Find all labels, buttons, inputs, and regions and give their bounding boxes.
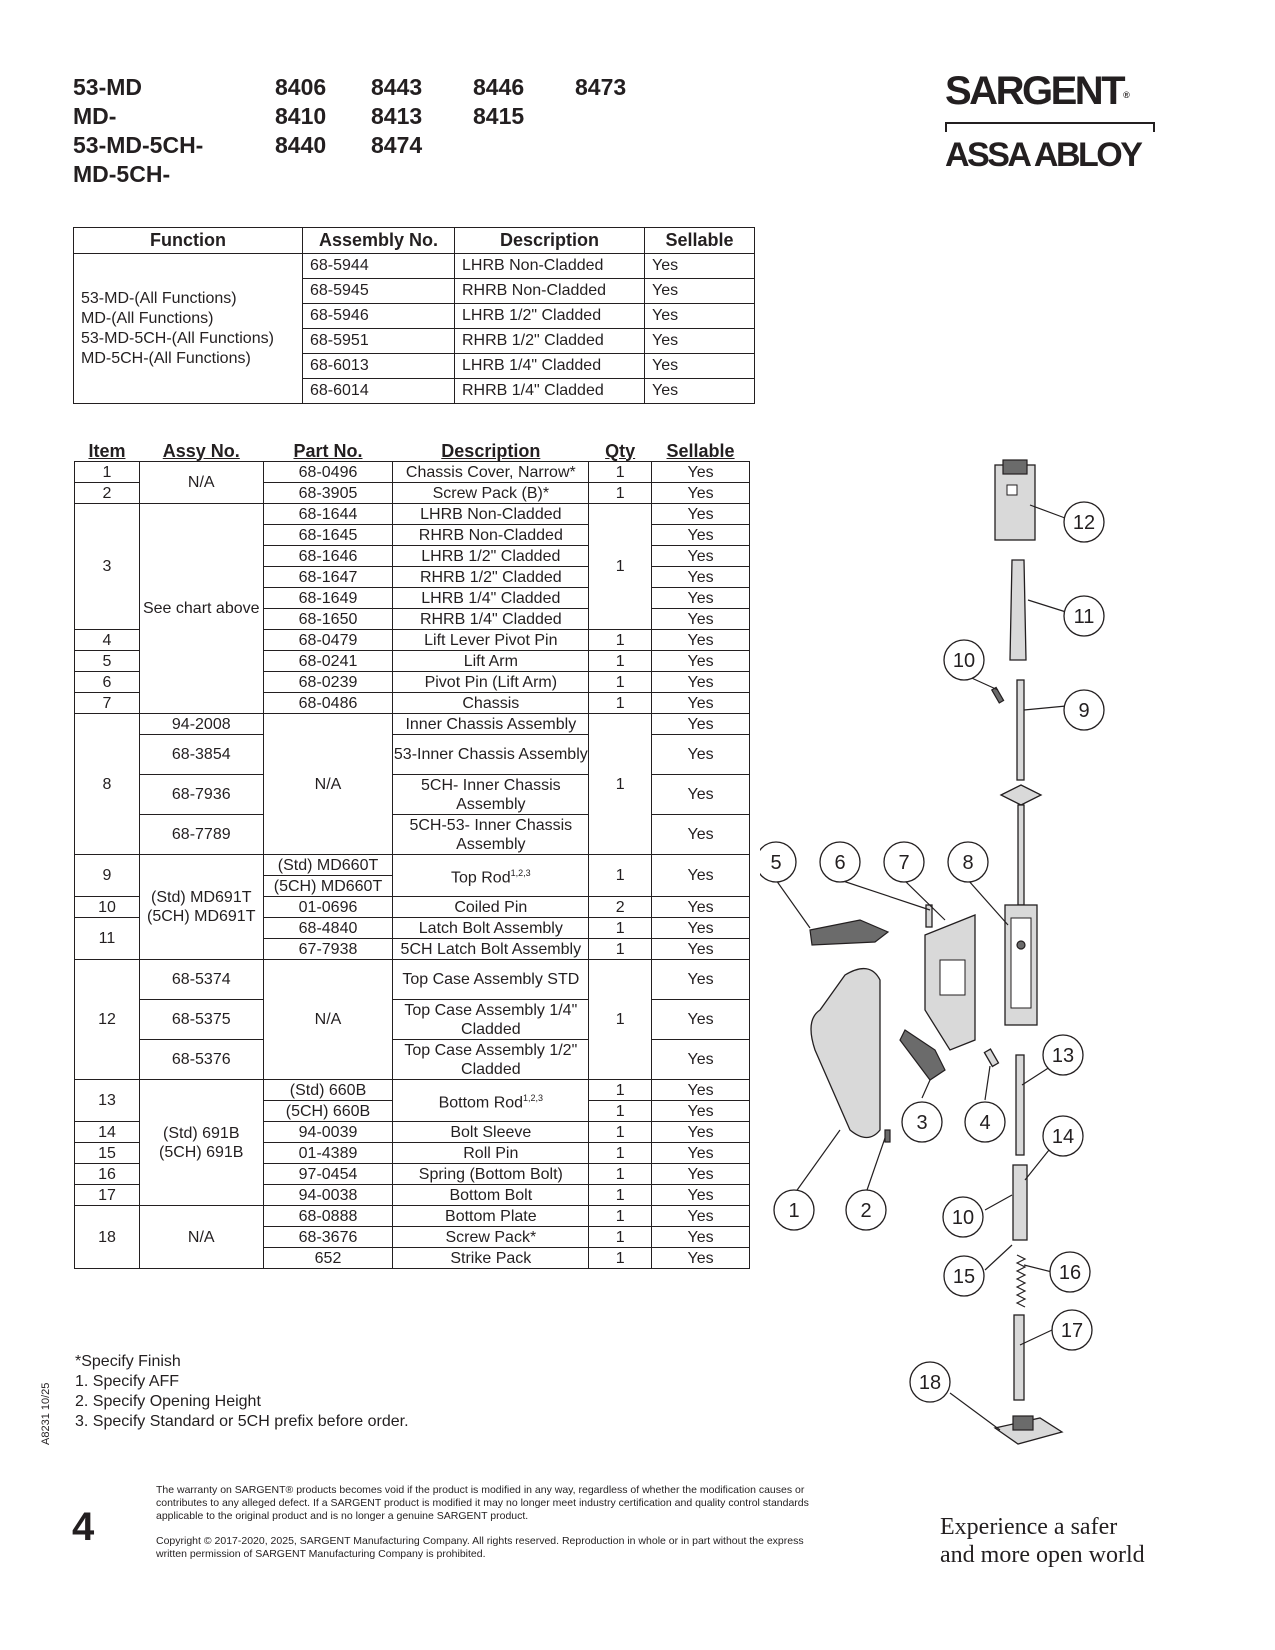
lift-lever-pivot-pin-part	[984, 1049, 998, 1066]
description-cell: RHRB 1/4" Cladded	[455, 379, 645, 404]
sellable-cell: Yes	[645, 279, 755, 304]
item-cell: 18	[75, 1206, 140, 1269]
description-cell: Screw Pack*	[393, 1227, 589, 1248]
col-header-assy-no: Assy No.	[139, 441, 263, 462]
item-cell: 3	[75, 504, 140, 630]
part-no-cell: N/A	[263, 960, 393, 1080]
description-cell: Roll Pin	[393, 1143, 589, 1164]
sellable-cell: Yes	[652, 735, 750, 775]
assy-cell: 68-5376	[139, 1040, 263, 1080]
sellable-cell: Yes	[652, 714, 750, 735]
callout-15	[944, 1256, 984, 1296]
assy-cell: N/A	[139, 1206, 263, 1269]
qty-cell: 1	[589, 651, 652, 672]
item-cell: 2	[75, 483, 140, 504]
description-cell: RHRB Non-Cladded	[455, 279, 645, 304]
sellable-cell: Yes	[652, 567, 750, 588]
parts-table	[74, 441, 750, 1269]
part-no-cell: 01-4389	[263, 1143, 393, 1164]
sellable-cell: Yes	[652, 1080, 750, 1101]
table-row	[75, 504, 750, 525]
sellable-cell: Yes	[652, 1248, 750, 1269]
part-no-cell: 68-1645	[263, 525, 393, 546]
warranty-text: The warranty on SARGENT® products becomes void if the product is modified in any way, regardless of whether the modification causes or contributes to any alleged defect. If a SARGENT product is modified it may no longer meet industry certification and quality control standards applicable to the original product and is no longer a genuine SARGENT product.	[156, 1484, 809, 1522]
assembly-no-cell: 68-5946	[303, 304, 455, 329]
callout-14	[1043, 1116, 1083, 1156]
callout-label: 10	[952, 650, 976, 672]
table-row	[75, 714, 750, 735]
part-no-cell: 67-7938	[263, 939, 393, 960]
assy-line: (5CH) 691B	[159, 1143, 244, 1161]
sellable-cell: Yes	[652, 525, 750, 546]
callout-label: 8	[962, 852, 974, 874]
bottom-plate-part	[995, 1416, 1062, 1444]
callout-label: 1	[788, 1200, 800, 1222]
assy-line: (5CH) MD691T	[147, 908, 256, 925]
callout-label: 7	[898, 852, 910, 874]
sellable-cell: Yes	[652, 651, 750, 672]
description-cell: RHRB 1/2" Cladded	[455, 329, 645, 354]
description-cell: LHRB 1/2" Cladded	[393, 546, 589, 567]
part-no-cell: 68-1650	[263, 609, 393, 630]
description-cell: Lift Lever Pivot Pin	[393, 630, 589, 651]
bottom-bolt-part	[1014, 1315, 1024, 1400]
tagline	[940, 1513, 1145, 1569]
description-cell: LHRB Non-Cladded	[455, 254, 645, 279]
description-cell: RHRB Non-Cladded	[393, 525, 589, 546]
table-row	[74, 254, 755, 279]
sellable-cell: Yes	[652, 1164, 750, 1185]
callout-label: 10	[951, 1207, 975, 1229]
part-no-cell: 68-0888	[263, 1206, 393, 1227]
model-number: 8415	[473, 103, 525, 129]
part-no-cell: 68-0479	[263, 630, 393, 651]
callout-label: 15	[952, 1266, 976, 1288]
assy-cell: 94-2008	[139, 714, 263, 735]
brand-text: SARGENT	[945, 69, 1124, 113]
qty-cell: 1	[589, 1248, 652, 1269]
qty-cell: 1	[589, 1122, 652, 1143]
model-row	[73, 160, 671, 189]
table-row	[75, 960, 750, 1000]
callout-4	[965, 1102, 1005, 1142]
model-prefix: 53-MD	[73, 74, 143, 100]
description-cell: LHRB 1/2" Cladded	[455, 304, 645, 329]
part-no-cell: 94-0038	[263, 1185, 393, 1206]
callout-label: 13	[1051, 1045, 1075, 1067]
assy-cell	[139, 1080, 263, 1206]
col-header-sellable: Sellable	[652, 441, 750, 462]
callout-8	[948, 842, 988, 882]
callout-label: 3	[916, 1112, 928, 1134]
chassis-cover-part	[811, 969, 880, 1138]
sellable-cell: Yes	[645, 354, 755, 379]
item-cell: 4	[75, 630, 140, 651]
screw-part	[885, 1130, 890, 1142]
part-no-cell: 68-0496	[263, 462, 393, 483]
description-cell	[393, 1080, 589, 1122]
table-row	[75, 855, 750, 876]
col-header-description: Description	[393, 441, 589, 462]
col-header-part-no: Part No.	[263, 441, 393, 462]
item-cell: 15	[75, 1143, 140, 1164]
sellable-cell: Yes	[652, 588, 750, 609]
description-cell: LHRB 1/4" Cladded	[393, 588, 589, 609]
table-row	[75, 1080, 750, 1101]
item-cell: 9	[75, 855, 140, 897]
callout-label: 5	[770, 852, 782, 874]
pivot-pin-part	[926, 905, 932, 927]
part-no-cell: 68-3905	[263, 483, 393, 504]
description-cell: Bolt Sleeve	[393, 1122, 589, 1143]
assy-cell: N/A	[139, 462, 263, 504]
qty-cell: 1	[589, 918, 652, 939]
assy-cell: 68-5375	[139, 1000, 263, 1040]
model-number: 8474	[371, 132, 423, 158]
description-cell: 5CH-53- Inner Chassis Assembly	[393, 815, 589, 855]
item-cell: 8	[75, 714, 140, 855]
assembly-table	[73, 227, 755, 404]
part-no-cell: N/A	[263, 714, 393, 855]
parent-brand-name: ASSA ABLOY	[945, 136, 1141, 174]
qty-cell: 1	[589, 693, 652, 714]
registered-mark: ®	[1123, 90, 1130, 100]
footnote: 2. Specify Opening Height	[75, 1393, 261, 1410]
description-cell: Lift Arm	[393, 651, 589, 672]
model-number: 8413	[371, 103, 423, 129]
qty-cell: 1	[589, 1164, 652, 1185]
top-case-part	[995, 460, 1035, 540]
item-cell: 10	[75, 897, 140, 918]
callout-6	[820, 842, 860, 882]
assembly-no-cell: 68-6014	[303, 379, 455, 404]
callout-10	[944, 640, 984, 680]
description-cell: Bottom Bolt	[393, 1185, 589, 1206]
callout-label: 11	[1073, 606, 1095, 628]
table-header-row	[74, 228, 755, 254]
description-cell: Chassis	[393, 693, 589, 714]
function-line: MD-(All Functions)	[81, 309, 214, 327]
sellable-cell: Yes	[652, 897, 750, 918]
footnotes	[75, 1352, 409, 1432]
model-number: 8443	[371, 74, 423, 100]
lift-lever-part	[900, 1030, 945, 1080]
function-cell	[74, 254, 303, 404]
function-line: 53-MD-5CH-(All Functions)	[81, 329, 274, 347]
description-cell: 5CH Latch Bolt Assembly	[393, 939, 589, 960]
description-cell: Bottom Plate	[393, 1206, 589, 1227]
qty-cell: 1	[589, 672, 652, 693]
qty-cell: 1	[589, 462, 652, 483]
description-cell: Screw Pack (B)*	[393, 483, 589, 504]
lift-arm-part	[810, 920, 888, 945]
item-cell: 13	[75, 1080, 140, 1122]
description-cell: 53-Inner Chassis Assembly	[393, 735, 589, 775]
function-line: MD-5CH-(All Functions)	[81, 349, 251, 367]
callout-label: 6	[834, 852, 846, 874]
assy-cell: 68-3854	[139, 735, 263, 775]
qty-cell: 1	[589, 630, 652, 651]
model-prefix: MD-	[73, 103, 117, 129]
item-cell: 6	[75, 672, 140, 693]
sellable-cell: Yes	[652, 815, 750, 855]
qty-cell: 1	[589, 1185, 652, 1206]
callout-label: 2	[860, 1200, 872, 1222]
description-cell: Coiled Pin	[393, 897, 589, 918]
sellable-cell: Yes	[652, 855, 750, 897]
sellable-cell: Yes	[652, 775, 750, 815]
tagline-line: and more open world	[940, 1542, 1145, 1568]
qty-cell: 1	[589, 504, 652, 630]
sellable-cell: Yes	[645, 329, 755, 354]
sellable-cell: Yes	[652, 960, 750, 1000]
description-cell: RHRB 1/4" Cladded	[393, 609, 589, 630]
sellable-cell: Yes	[652, 546, 750, 567]
description-cell	[393, 855, 589, 897]
sellable-cell: Yes	[645, 254, 755, 279]
callout-12	[1064, 502, 1104, 542]
model-row	[73, 73, 671, 102]
callout-2	[846, 1190, 886, 1230]
description-cell: Chassis Cover, Narrow*	[393, 462, 589, 483]
sellable-cell: Yes	[645, 379, 755, 404]
item-cell: 17	[75, 1185, 140, 1206]
qty-cell: 1	[589, 1227, 652, 1248]
callout-label: 9	[1078, 700, 1090, 722]
callout-18	[910, 1362, 950, 1402]
part-no-cell: 68-3676	[263, 1227, 393, 1248]
sellable-cell: Yes	[652, 939, 750, 960]
sellable-cell: Yes	[652, 504, 750, 525]
description-cell: Latch Bolt Assembly	[393, 918, 589, 939]
footnote: 3. Specify Standard or 5CH prefix before order.	[75, 1413, 409, 1430]
part-no-cell: (Std) MD660T	[263, 855, 393, 876]
description-cell: LHRB 1/4" Cladded	[455, 354, 645, 379]
col-header-qty: Qty	[589, 441, 652, 462]
callout-5	[760, 842, 796, 882]
description-cell: 5CH- Inner Chassis Assembly	[393, 775, 589, 815]
logo-bracket-rule	[945, 122, 1155, 132]
item-cell: 11	[75, 918, 140, 960]
description-cell: Strike Pack	[393, 1248, 589, 1269]
sellable-cell: Yes	[652, 693, 750, 714]
callout-11	[1064, 596, 1104, 636]
item-cell: 14	[75, 1122, 140, 1143]
callout-7	[884, 842, 924, 882]
table-row	[75, 462, 750, 483]
qty-cell: 1	[589, 1143, 652, 1164]
part-no-cell: 68-1646	[263, 546, 393, 567]
col-header-sellable: Sellable	[645, 228, 755, 254]
callout-1	[774, 1190, 814, 1230]
assy-line: (Std) 691B	[163, 1124, 240, 1142]
description-cell: RHRB 1/2" Cladded	[393, 567, 589, 588]
callout-label: 14	[1051, 1126, 1075, 1148]
sellable-cell: Yes	[652, 1185, 750, 1206]
callout-9	[1064, 690, 1104, 730]
qty-cell: 1	[589, 483, 652, 504]
sellable-cell: Yes	[652, 1101, 750, 1122]
copyright-text: Copyright © 2017-2020, 2025, SARGENT Manufacturing Company. All rights reserved. Reproduction in whole or in part without the express written permission of SARGENT Manufacturing Company is prohibited.	[156, 1535, 804, 1560]
sellable-cell: Yes	[645, 304, 755, 329]
sellable-cell: Yes	[652, 1227, 750, 1248]
table-header-row	[75, 441, 750, 462]
qty-cell: 1	[589, 960, 652, 1080]
description-cell: Inner Chassis Assembly	[393, 714, 589, 735]
item-cell: 5	[75, 651, 140, 672]
sellable-cell: Yes	[652, 483, 750, 504]
part-no-cell: 01-0696	[263, 897, 393, 918]
exploded-parts-diagram	[760, 450, 1160, 1460]
part-no-cell: 68-0241	[263, 651, 393, 672]
page-number: 4	[72, 1505, 95, 1549]
footnote: *Specify Finish	[75, 1353, 181, 1370]
spring-part	[1017, 1255, 1025, 1307]
sellable-cell: Yes	[652, 1143, 750, 1164]
chassis-part	[925, 915, 975, 1050]
sellable-cell: Yes	[652, 1000, 750, 1040]
bottom-rod-part	[1016, 1055, 1024, 1155]
part-no-cell: (5CH) 660B	[263, 1101, 393, 1122]
part-no-cell: 652	[263, 1248, 393, 1269]
qty-cell: 1	[589, 855, 652, 897]
bolt-sleeve-part	[1013, 1165, 1027, 1240]
document-code: A8231 10/25	[40, 1382, 52, 1445]
model-number: 8410	[275, 103, 327, 129]
assembly-no-cell: 68-5944	[303, 254, 455, 279]
model-number: 8473	[575, 74, 627, 100]
qty-cell: 1	[589, 1101, 652, 1122]
qty-cell: 1	[589, 714, 652, 855]
assy-cell: See chart above	[139, 504, 263, 714]
part-no-cell: 97-0454	[263, 1164, 393, 1185]
function-line: 53-MD-(All Functions)	[81, 289, 237, 307]
model-number: 8406	[275, 74, 327, 100]
sellable-cell: Yes	[652, 1122, 750, 1143]
part-no-cell: 68-1649	[263, 588, 393, 609]
item-cell: 1	[75, 462, 140, 483]
table-row	[75, 1206, 750, 1227]
sellable-cell: Yes	[652, 1206, 750, 1227]
model-number: 8440	[275, 132, 327, 158]
sellable-cell: Yes	[652, 462, 750, 483]
model-row	[73, 102, 671, 131]
assy-cell	[139, 855, 263, 960]
model-row	[73, 131, 671, 160]
tagline-line: Experience a safer	[940, 1514, 1118, 1540]
assy-line: (Std) MD691T	[151, 889, 252, 906]
callout-10-lower	[943, 1197, 983, 1237]
callout-label: 12	[1072, 512, 1096, 534]
col-header-assembly-no: Assembly No.	[303, 228, 455, 254]
model-list	[73, 73, 671, 189]
model-prefix: 53-MD-5CH-	[73, 132, 204, 158]
part-no-cell: 68-1644	[263, 504, 393, 525]
callout-label: 17	[1060, 1320, 1084, 1342]
part-no-cell: (5CH) MD660T	[263, 876, 393, 897]
callout-17	[1052, 1310, 1092, 1350]
footnote-ref: 1,2,3	[523, 1092, 544, 1103]
item-cell: 7	[75, 693, 140, 714]
brand-name	[945, 68, 1155, 114]
assembly-no-cell: 68-6013	[303, 354, 455, 379]
col-header-description: Description	[455, 228, 645, 254]
latch-bolt-part	[1010, 560, 1026, 660]
top-rod-part	[1001, 680, 1041, 905]
qty-cell: 2	[589, 897, 652, 918]
model-number: 8446	[473, 74, 525, 100]
callout-3	[902, 1102, 942, 1142]
part-no-cell: 94-0039	[263, 1122, 393, 1143]
col-header-function: Function	[74, 228, 303, 254]
model-prefix: MD-5CH-	[73, 161, 171, 187]
qty-cell: 1	[589, 1080, 652, 1101]
description-cell: Pivot Pin (Lift Arm)	[393, 672, 589, 693]
footnote: 1. Specify AFF	[75, 1373, 180, 1390]
description-cell: Top Case Assembly STD	[393, 960, 589, 1000]
qty-cell: 1	[589, 939, 652, 960]
callout-16	[1050, 1252, 1090, 1292]
sellable-cell: Yes	[652, 630, 750, 651]
description-cell: Top Case Assembly 1/2" Cladded	[393, 1040, 589, 1080]
assy-cell: 68-7936	[139, 775, 263, 815]
col-header-item: Item	[75, 441, 140, 462]
part-no-cell: 68-0239	[263, 672, 393, 693]
part-no-cell: 68-0486	[263, 693, 393, 714]
callout-label: 18	[918, 1372, 942, 1394]
part-no-cell: (Std) 660B	[263, 1080, 393, 1101]
footnote-ref: 1,2,3	[510, 867, 531, 878]
part-no-cell: 68-1647	[263, 567, 393, 588]
chassis-assembly-part	[1005, 905, 1037, 1025]
assembly-no-cell: 68-5951	[303, 329, 455, 354]
sellable-cell: Yes	[652, 918, 750, 939]
callout-13	[1043, 1035, 1083, 1075]
description-text: Bottom Rod	[438, 1094, 524, 1112]
description-cell: Top Case Assembly 1/4" Cladded	[393, 1000, 589, 1040]
description-text: Top Rod	[451, 869, 511, 887]
sellable-cell: Yes	[652, 609, 750, 630]
callout-label: 16	[1058, 1262, 1082, 1284]
qty-cell: 1	[589, 1206, 652, 1227]
description-cell: LHRB Non-Cladded	[393, 504, 589, 525]
description-cell: Spring (Bottom Bolt)	[393, 1164, 589, 1185]
part-no-cell: 68-4840	[263, 918, 393, 939]
sellable-cell: Yes	[652, 672, 750, 693]
item-cell: 12	[75, 960, 140, 1080]
sellable-cell: Yes	[652, 1040, 750, 1080]
callout-label: 4	[979, 1112, 991, 1134]
assy-cell: 68-5374	[139, 960, 263, 1000]
assy-cell: 68-7789	[139, 815, 263, 855]
assembly-no-cell: 68-5945	[303, 279, 455, 304]
item-cell: 16	[75, 1164, 140, 1185]
sargent-assa-abloy-logo	[945, 68, 1155, 175]
